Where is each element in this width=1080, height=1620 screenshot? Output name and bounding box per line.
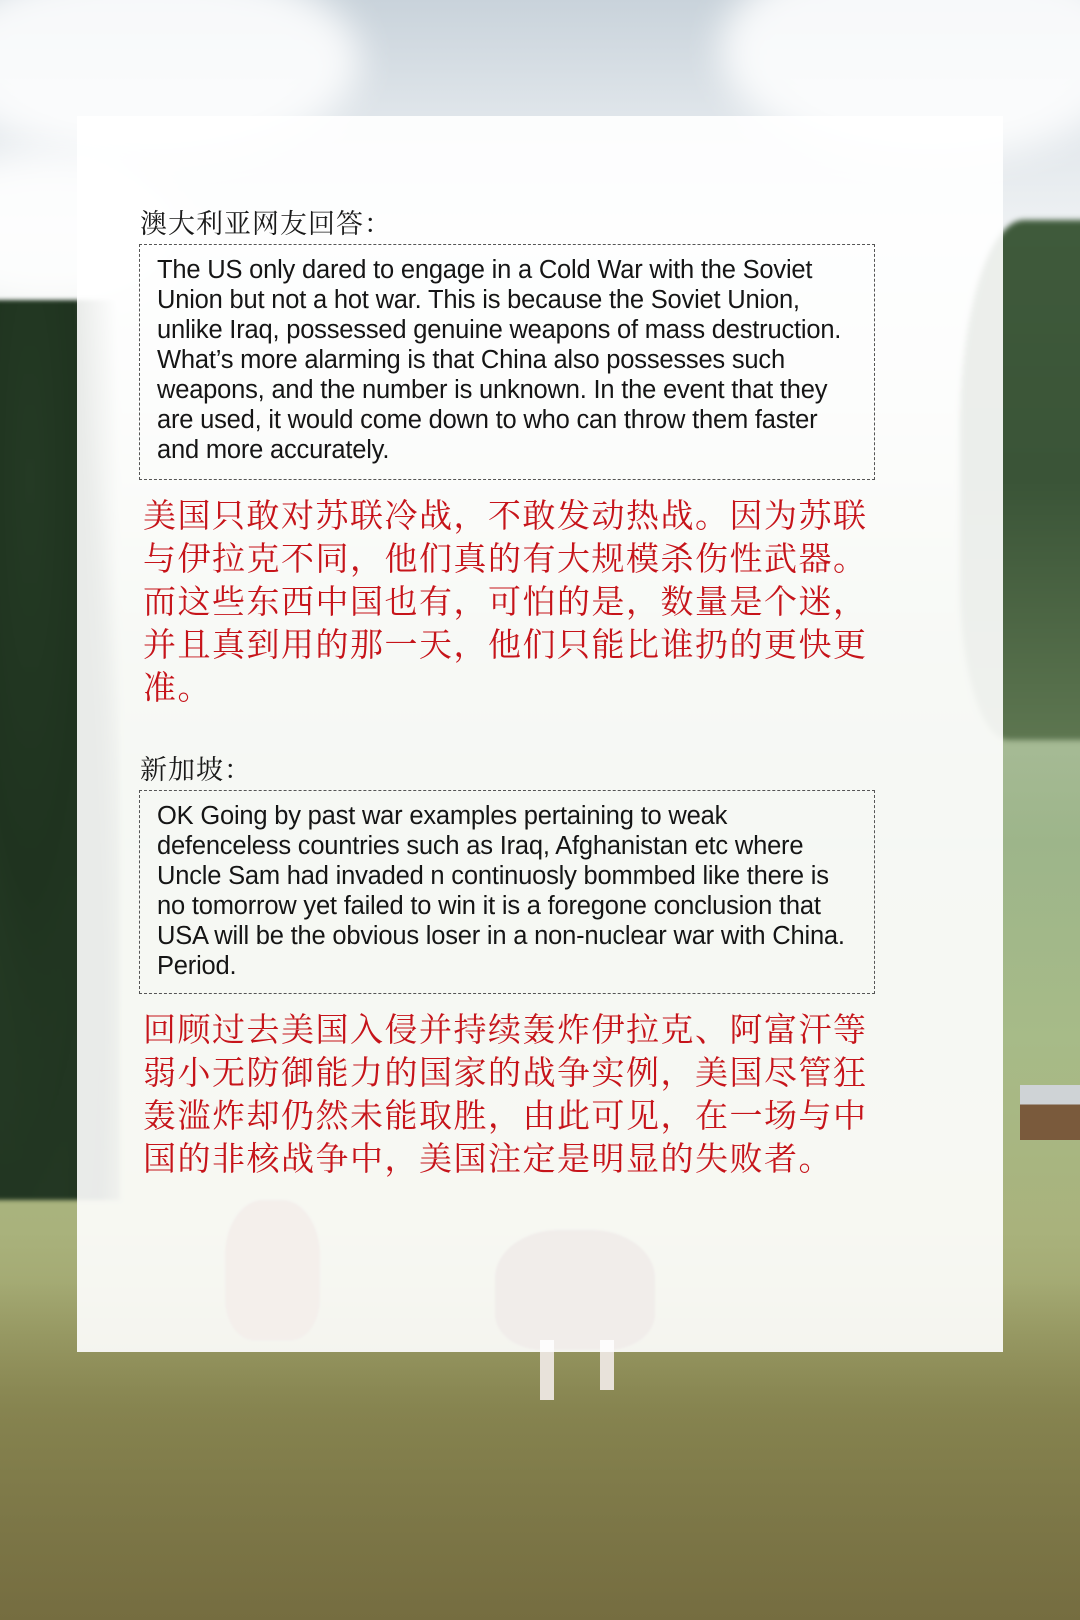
cabin <box>1020 1085 1080 1140</box>
chinese-translation-australia: 美国只敢对苏联冷战，不敢发动热战。因为苏联与伊拉克不同，他们真的有大规模杀伤性武器。而这些东西中国也有，可怕的是，数量是个迷，并且真到用的那一天，他们只能比谁扔的更快更准。 <box>143 496 868 707</box>
section-label-singapore: 新加坡： <box>140 755 252 786</box>
content-card <box>77 116 1003 1352</box>
section-label-australia: 澳大利亚网友回答： <box>140 209 392 240</box>
english-quote-singapore: OK Going by past war examples pertaining to weak defenceless countries such as Iraq, Afghanistan etc where Uncle Sam had invaded n continuosly bommbed like there is no tomorrow yet failed to win it is a foregone conclusion that USA will be the obvious loser in a non-nuclear war with China. Period. <box>139 790 875 994</box>
chinese-translation-singapore: 回顾过去美国入侵并持续轰炸伊拉克、阿富汗等弱小无防御能力的国家的战争实例，美国尽管狂轰滥炸却仍然未能取胜，由此可见，在一场与中国的非核战争中，美国注定是明显的失败者。 <box>143 1010 868 1178</box>
english-quote-australia: The US only dared to engage in a Cold War with the Soviet Union but not a hot war. This is because the Soviet Union, unlike Iraq, possessed genuine weapons of mass destruction. What’s more alarming is that China also possesses such weapons, and the number is unknown. In the event that they are used, it would come down to who can throw them faster and more accurately. <box>139 244 875 480</box>
